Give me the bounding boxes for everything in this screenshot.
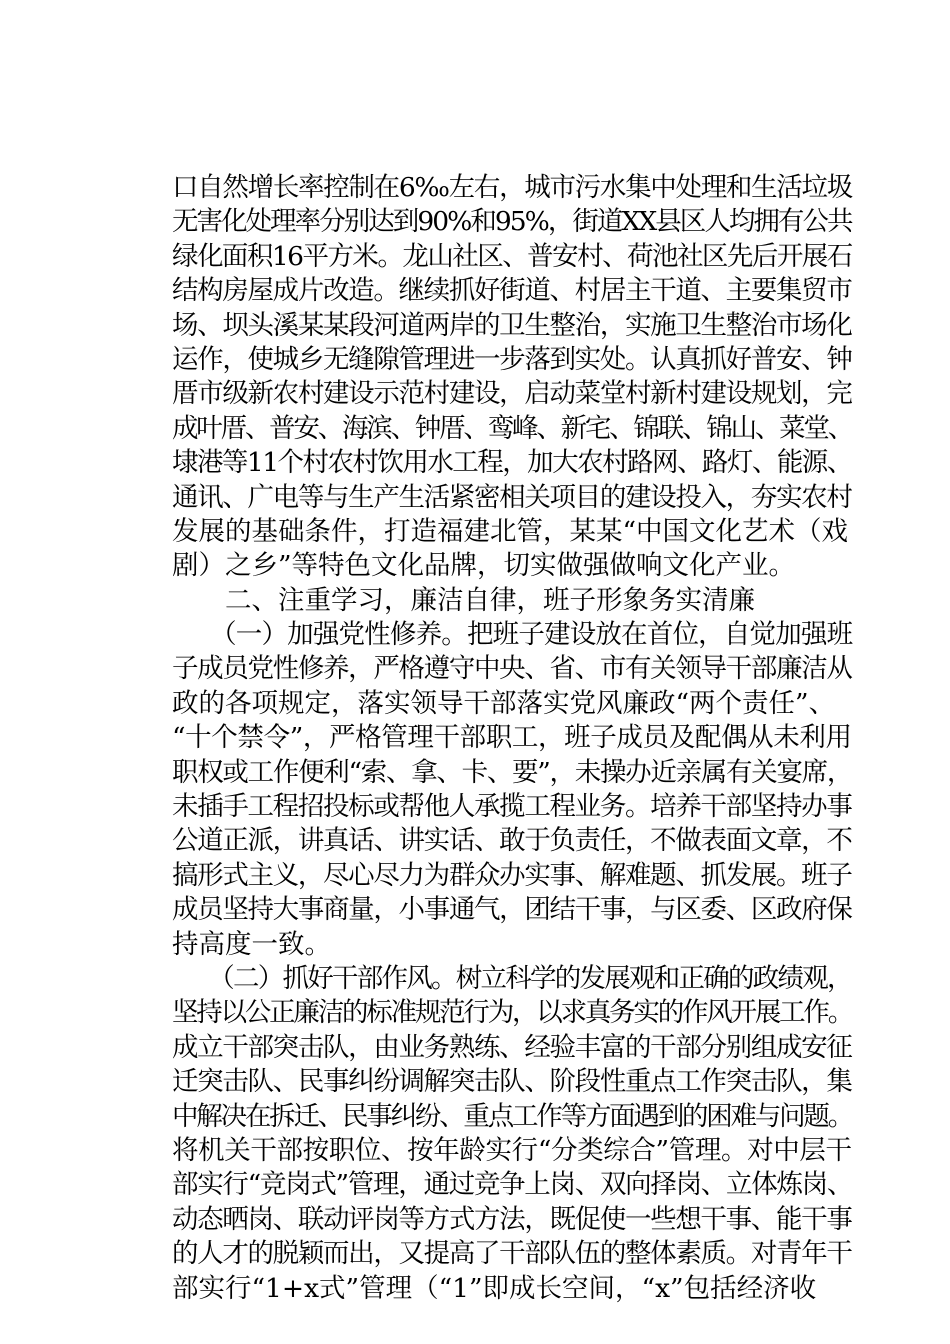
text-line: （一）加强党性修养。把班子建设放在首位，自觉加强班 [172,619,853,651]
text-line: 公道正派，讲真话、讲实话、敢于负责任，不做表面文章，不 [172,825,852,857]
text-line: 部实行“1+x式”管理（“1”即成长空间，“x”包括经济收 [172,1272,817,1304]
text-line: 剧）之乡”等特色文化品牌，切实做强做响文化产业。 [172,550,796,582]
text-line: 将机关干部按职位、按年龄实行“分类综合”管理。对中层干 [172,1134,852,1166]
text-line: 绿化面积16平方米。龙山社区、普安村、荷池社区先后开展石 [172,240,852,272]
text-line: 结构房屋成片改造。继续抓好街道、村居主干道、主要集贸市 [172,275,852,307]
text-line: 通讯、广电等与生产生活紧密相关项目的建设投入，夯实农村 [172,481,852,513]
text-line: 搞形式主义，尽心尽力为群众办实事、解难题、抓发展。班子 [172,859,852,891]
text-line: 子成员党性修养，严格遵守中央、省、市有关领导干部廉洁从 [172,653,852,685]
text-line: （二）抓好干部作风。树立科学的发展观和正确的政绩观， [172,962,852,994]
text-line: 二、注重学习，廉洁自律，班子形象务实清廉 [172,584,755,616]
document-body-text [172,171,852,1306]
text-line: 厝市级新农村建设示范村建设，启动菜堂村新村建设规划，完 [172,378,852,410]
text-line: 持高度一致。 [172,928,331,960]
text-line: 迁突击队、民事纠纷调解突击队、阶段性重点工作突击队，集 [172,1066,852,1098]
text-line: 动态晒岗、联动评岗等方式方法，既促使一些想干事、能干事 [172,1203,852,1235]
text-line: 坚持以公正廉洁的标准规范行为，以求真务实的作风开展工作。 [172,997,852,1029]
text-line: 职权或工作便利“索、拿、卡、要”，未操办近亲属有关宴席， [172,756,853,788]
text-line: 埭港等11个村农村饮用水工程，加大农村路网、路灯、能源、 [172,447,852,479]
text-line: 发展的基础条件，打造福建北管，某某“中国文化艺术（戏 [172,515,849,547]
text-line: 未插手工程招投标或帮他人承揽工程业务。培养干部坚持办事 [172,791,852,823]
text-line: 无害化处理率分别达到90%和95%，街道XX县区人均拥有公共 [172,206,852,238]
text-line: 的人才的脱颖而出，又提高了干部队伍的整体素质。对青年干 [172,1238,852,1270]
text-line: 场、坝头溪某某段河道两岸的卫生整治，实施卫生整治市场化 [172,309,852,341]
text-line: 口自然增长率控制在6‰左右，城市污水集中处理和生活垃圾 [172,172,852,203]
text-line: 成员坚持大事商量，小事通气，团结干事，与区委、区政府保 [172,894,852,926]
text-line: 部实行“竞岗式”管理，通过竞争上岗、双向择岗、立体炼岗、 [172,1169,853,1201]
text-line: 政的各项规定，落实领导干部落实党风廉政“两个责任”、 [172,687,836,719]
text-line: 运作，使城乡无缝隙管理进一步落到实处。认真抓好普安、钟 [172,343,852,375]
text-line: “十个禁令”，严格管理干部职工，班子成员及配偶从未利用 [172,722,852,754]
text-line: 中解决在拆迁、民事纠纷、重点工作等方面遇到的困难与问题。 [172,1100,852,1132]
text-line: 成立干部突击队，由业务熟练、经验丰富的干部分别组成安征 [172,1031,852,1063]
text-line: 成叶厝、普安、海滨、钟厝、鸾峰、新宅、锦联、锦山、菜堂、 [172,412,852,444]
